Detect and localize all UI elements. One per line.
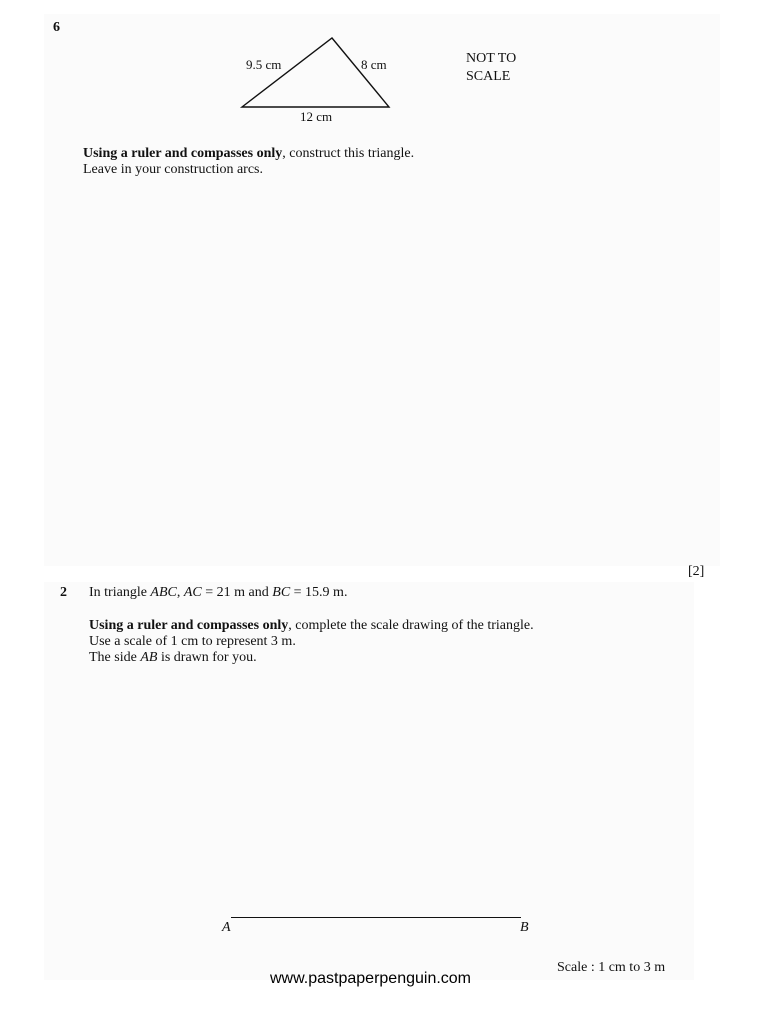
q2-instruction [89, 618, 534, 634]
q6-instruction-bold: Using a ruler and compasses only [83, 146, 283, 161]
q2-instruction-bold: Using a ruler and compasses only [89, 618, 289, 633]
q2-side-text-1: The side [89, 650, 141, 665]
question-number-6: 6 [53, 20, 60, 35]
q2-intro-text-2: , [176, 585, 184, 600]
q2-side-text-2: is drawn for you. [157, 650, 257, 665]
q2-side-ab: AB [140, 650, 158, 665]
q2-intro-ac: AC [183, 585, 202, 600]
q6-instruction-rest: , construct this triangle. [282, 146, 415, 161]
q2-intro-abc: ABC [150, 585, 177, 600]
q2-intro-text-3: = 21 m and [201, 585, 273, 600]
side-label-right: 8 cm [361, 57, 387, 72]
q2-intro-bc: BC [272, 585, 291, 600]
question-number-2: 2 [60, 585, 67, 600]
q2-scale-line: Use a scale of 1 cm to represent 3 m. [89, 634, 296, 649]
q2-intro [89, 585, 347, 601]
q2-intro-text-4: = 15.9 m. [290, 585, 348, 600]
line-ab [231, 917, 521, 918]
side-label-base: 12 cm [300, 109, 333, 124]
not-to-scale-line2: SCALE [466, 69, 511, 84]
not-to-scale-line1: NOT TO [466, 51, 517, 66]
q2-side-line [89, 650, 257, 666]
q6-instruction-line2: Leave in your construction arcs. [83, 162, 263, 177]
side-label-left: 9.5 cm [246, 57, 282, 72]
point-b-label: B [520, 920, 529, 935]
point-a-label: A [222, 920, 231, 935]
footer-url: www.pastpaperpenguin.com [270, 970, 472, 987]
q2-intro-text-1: In triangle [89, 585, 151, 600]
q6-marks: [2] [688, 564, 705, 579]
q2-instruction-rest: , complete the scale drawing of the triangle. [288, 618, 534, 633]
q6-instruction [83, 146, 414, 162]
scale-note: Scale : 1 cm to 3 m [557, 960, 666, 975]
